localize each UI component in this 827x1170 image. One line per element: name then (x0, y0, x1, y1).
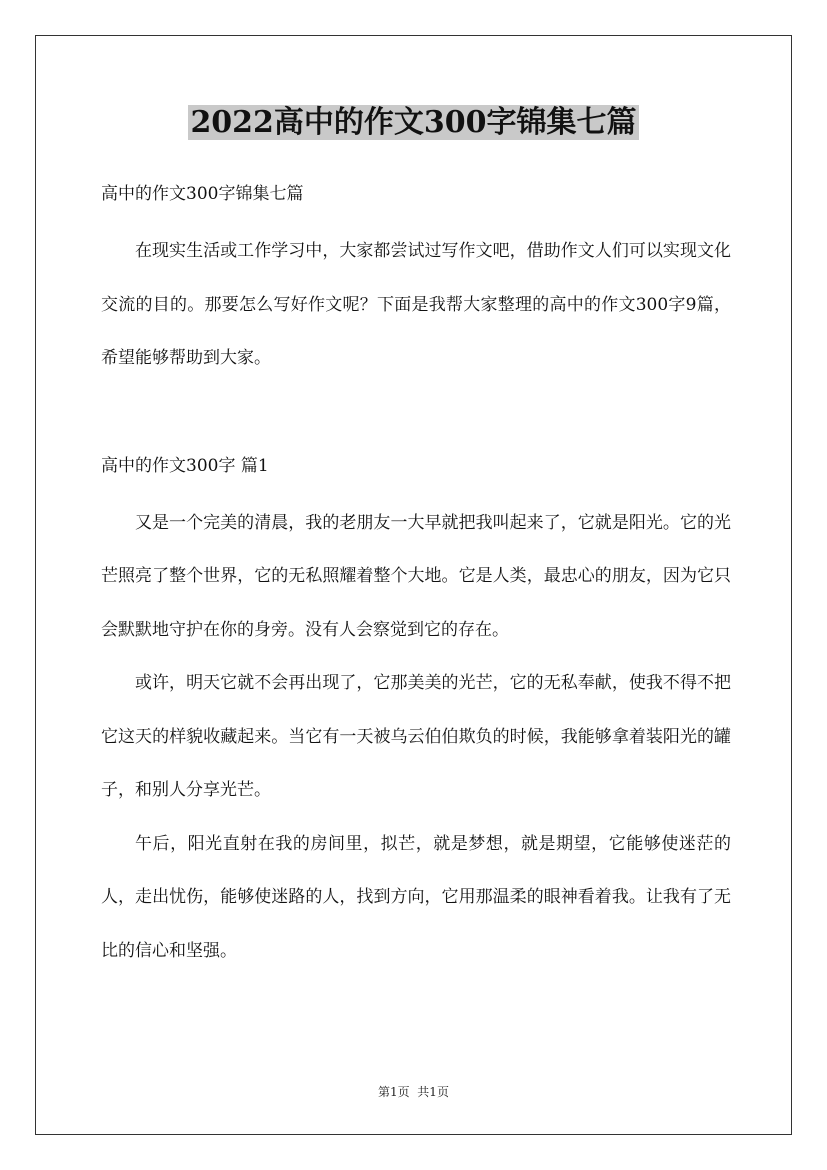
page-number-label: 第1页 共1页 (378, 1085, 449, 1099)
page-footer (0, 1084, 827, 1100)
spacer (101, 484, 731, 497)
spacer (101, 212, 731, 225)
section-heading: 高中的作文300字 篇1 (101, 455, 269, 476)
document-title (0, 100, 827, 146)
section-spacer (101, 386, 731, 448)
document-title-text: 2022高中的作文300字锦集七篇 (190, 105, 637, 140)
body-paragraph-1: 又是一个完美的清晨，我的老朋友一大早就把我叫起来了，它就是阳光。它的光芒照亮了整个世界，它的无私照耀着整个大地。它是人类，最忠心的朋友，因为它只会默默地守护在你的身旁。没有人会察觉到它的存在。 (101, 512, 731, 640)
intro-paragraph: 在现实生活或工作学习中，大家都尝试过写作文吧，借助作文人们可以实现文化交流的目的。那要怎么写好作文呢？下面是我帮大家整理的高中的作文300字9篇，希望能够帮助到大家。 (101, 241, 731, 368)
body-paragraph-3: 午后，阳光直射在我的房间里，拟芒，就是梦想，就是期望，它能够使迷茫的人，走出忧伤，能够使迷路的人，找到方向，它用那温柔的眼神看着我。让我有了无比的信心和坚强。 (101, 833, 731, 961)
document-body (101, 176, 731, 978)
intro-heading: 高中的作文300字锦集七篇 (101, 184, 304, 204)
body-paragraph-2: 或许，明天它就不会再出现了，它那美美的光芒，它的无私奉献，使我不得不把它这天的样貌收藏起来。当它有一天被乌云伯伯欺负的时候，我能够拿着装阳光的罐子，和别人分享光芒。 (101, 673, 731, 800)
